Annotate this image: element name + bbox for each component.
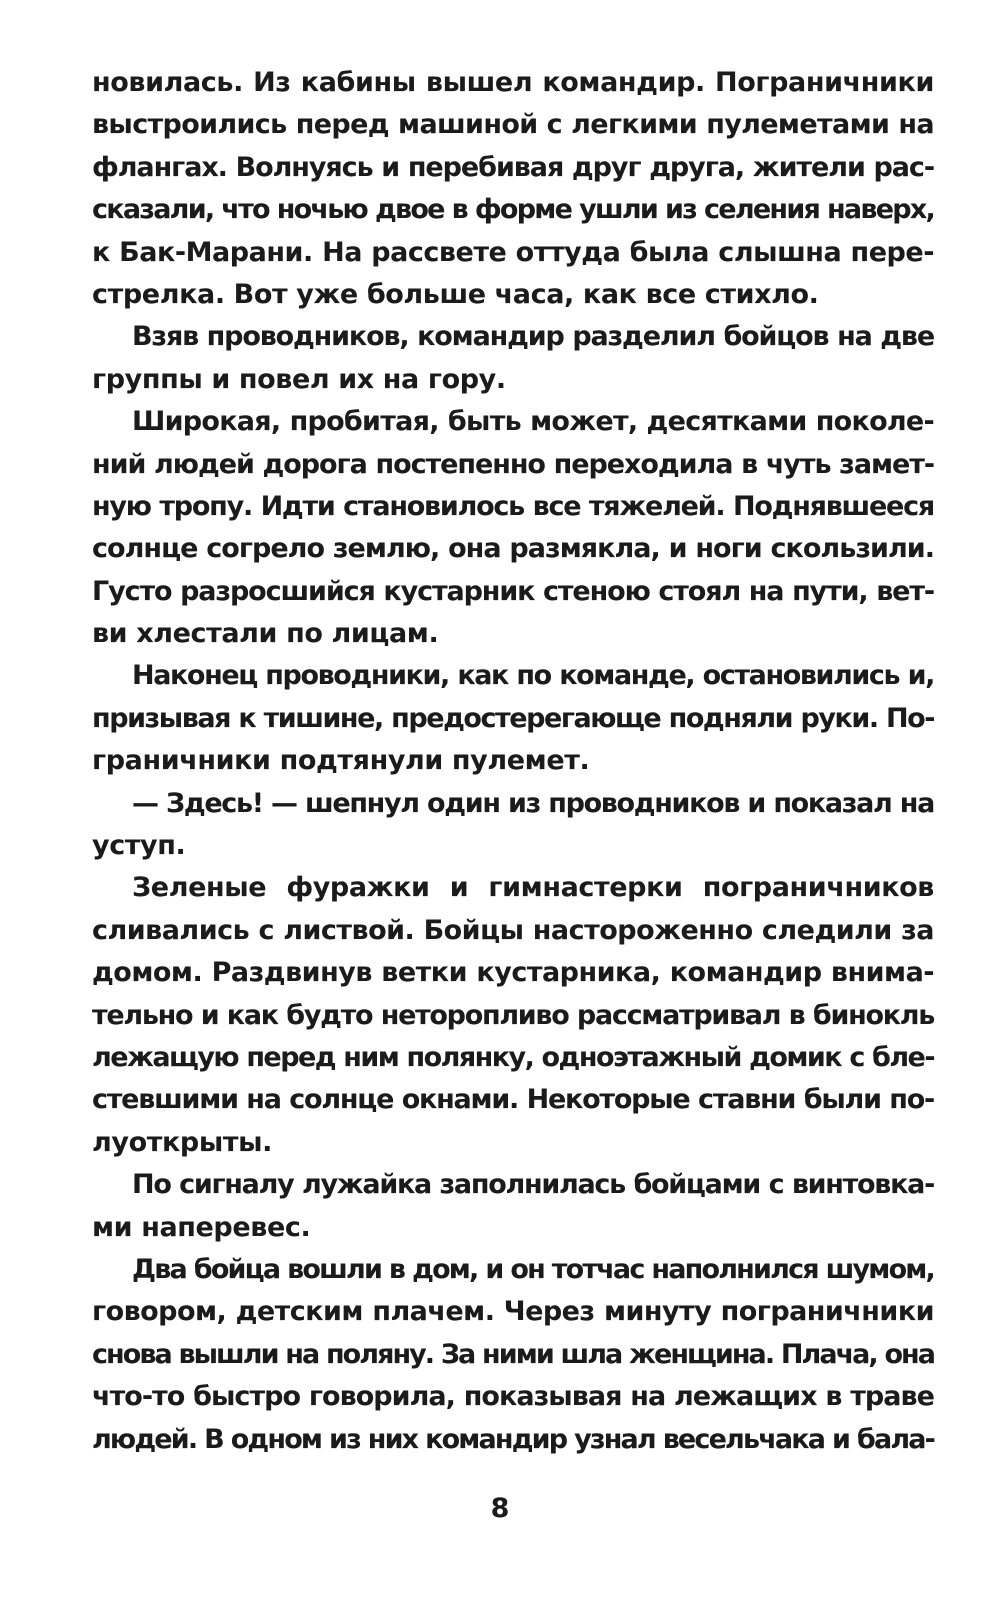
text-line: людей. В одном из них командир узнал весельчака и бала- [92, 1423, 934, 1455]
text-line: призывая к тишине, предостерегающе подняли руки. По- [92, 702, 934, 734]
text-line: домом. Раздвинув ветки кустарника, командир внима- [92, 957, 934, 989]
text-line: что-то быстро говорила, показывая на лежащих в траве [92, 1381, 934, 1413]
text-line: сливались с листвой. Бойцы настороженно следили за [92, 914, 934, 946]
text-line: ми наперевес. [92, 1211, 311, 1243]
page-number: 8 [490, 1493, 510, 1524]
text-line: тельно и как будто неторопливо рассматривал в бинокль [92, 999, 934, 1031]
text-line: луоткрыты. [92, 1126, 272, 1158]
text-line: ви хлестали по лицам. [92, 618, 439, 650]
text-line: Наконец проводники, как по команде, остановились и, [132, 660, 934, 692]
paragraph [92, 1249, 934, 1461]
text-line: солнце согрело землю, она размякла, и ноги скользили. [92, 533, 934, 565]
text-line: ную тропу. Идти становилось все тяжелей. Поднявшееся [92, 490, 934, 522]
text-line: флангах. Волнуясь и перебивая друг друга, жители рас- [92, 151, 934, 183]
text-line: По сигналу лужайка заполнилась бойцами с винтовка- [132, 1169, 934, 1201]
paragraph [92, 867, 934, 1164]
page-text [92, 62, 934, 1461]
text-line: лежащую перед ним полянку, одноэтажный домик с бле- [92, 1041, 934, 1073]
text-line: Взяв проводников, командир разделил бойцов на две [132, 321, 934, 353]
paragraph [92, 1164, 934, 1249]
text-line: — Здесь! — шепнул один из проводников и показал на [132, 787, 934, 819]
text-line: сказали, что ночью двое в форме ушли из селения наверх, [92, 194, 934, 226]
text-line: уступ. [92, 830, 186, 862]
paragraph [92, 655, 934, 782]
text-line: Широкая, пробитая, быть может, десятками поколе- [132, 406, 934, 438]
text-line: Густо разросшийся кустарник стеною стоял на пути, вет- [92, 575, 934, 607]
text-line: стевшими на солнце окнами. Некоторые ставни были по- [92, 1084, 934, 1116]
text-line: Два бойца вошли в дом, и он тотчас наполнился шумом, [132, 1253, 934, 1285]
paragraph [92, 316, 934, 401]
paragraph [92, 401, 934, 655]
text-line: выстроились перед машиной с легкими пулеметами на [92, 109, 934, 141]
text-line: группы и повел их на гору. [92, 363, 506, 395]
text-line: новилась. Из кабины вышел командир. Пограничники [92, 67, 934, 98]
text-line: граничники подтянули пулемет. [92, 745, 590, 777]
paragraph [92, 783, 934, 868]
text-line: говором, детским плачем. Через минуту пограничники [92, 1296, 934, 1328]
text-line: к Бак-Марани. На рассвете оттуда была слышна пере- [92, 236, 934, 268]
text-line: ний людей дорога постепенно переходила в чуть замет- [92, 448, 934, 480]
text-line: снова вышли на поляну. За ними шла женщина. Плача, она [92, 1338, 934, 1370]
paragraph [92, 62, 934, 316]
text-line: Зеленые фуражки и гимнастерки пограничников [132, 872, 934, 904]
text-line: стрелка. Вот уже больше часа, как все стихло. [92, 278, 819, 310]
